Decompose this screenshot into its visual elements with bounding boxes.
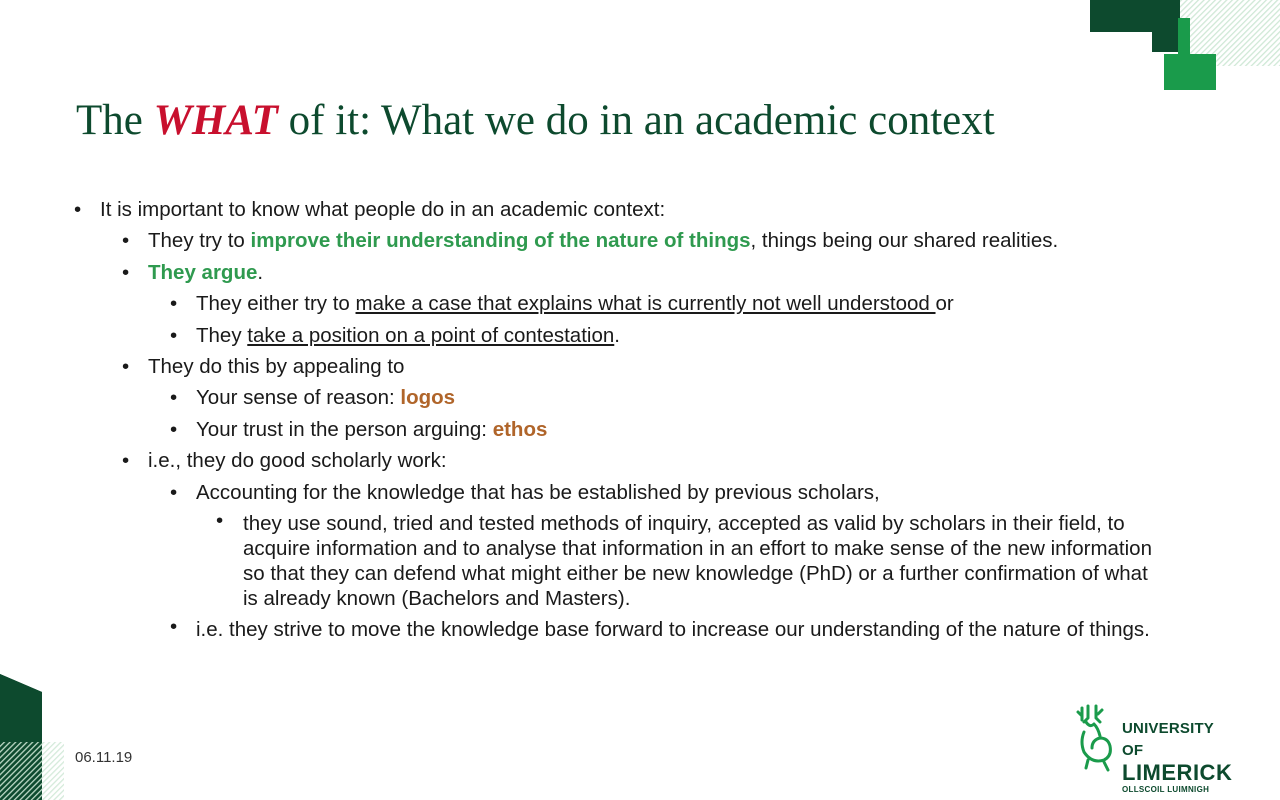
bullet-item: • Accounting for the knowledge that has be established by previous scholars, (0, 477, 1280, 508)
bullet-icon: • (122, 355, 130, 379)
slide-title (76, 96, 995, 145)
bullet-item: • They do this by appealing to (0, 351, 1280, 382)
bullet-icon: • (170, 292, 178, 316)
green-highlight: improve their understanding of the nature of things (250, 229, 751, 253)
university-logo (1074, 702, 1234, 794)
bullet-icon: • (170, 615, 178, 639)
bullet-item: • Your sense of reason: logos (0, 382, 1280, 413)
bullet-item: • They argue. (0, 257, 1280, 288)
bullet-item: • they use sound, tried and tested methods of inquiry, accepted as valid by scholars in their field, to acquire information and to analyse that information in an effort to make sense of the new information so that they can defend what might either be new knowledge (PhD) or a further confirmation of what is already known (Bachelors and Masters). (216, 509, 1152, 611)
underlined-text: take a position on a point of contestation (247, 323, 615, 347)
bullet-icon: • (74, 198, 82, 221)
title-prefix: The (76, 97, 154, 144)
logo-line-1: UNIVERSITY OF (1122, 720, 1214, 759)
logo-wordmark (1122, 702, 1234, 796)
bottom-left-decoration (0, 672, 70, 800)
bullet-item: • They either try to make a case that explains what is currently not well understood or (0, 288, 1280, 319)
logo-line-3: OLLSCOIL LUIMNIGH (1122, 785, 1210, 794)
bullet-item: • They try to improve their understanding of the nature of things, things being our shared realities. (0, 225, 1280, 256)
orange-highlight: ethos (492, 417, 548, 441)
bullet-item: • It is important to know what people do in an academic context: (0, 194, 1280, 225)
bullet-icon: • (216, 509, 224, 533)
bullet-item: • They take a position on a point of contestation. (0, 320, 1280, 351)
logo-line-2: LIMERICK (1122, 760, 1233, 785)
title-emphasis: WHAT (153, 97, 278, 144)
bullet-icon: • (170, 386, 178, 410)
bullet-item: • Your trust in the person arguing: ethos (0, 414, 1280, 445)
green-highlight: They argue (148, 260, 258, 284)
title-suffix: of it: What we do in an academic context (277, 97, 995, 144)
bullet-icon: • (170, 480, 178, 504)
bullet-item: • i.e. they strive to move the knowledge base forward to increase our understanding of the nature of things. (170, 615, 1150, 642)
bullet-icon: • (170, 417, 178, 441)
bullet-icon: • (122, 229, 130, 253)
bullet-icon: • (122, 260, 130, 284)
slide-date: 06.11.19 (75, 749, 133, 766)
bullet-icon: • (170, 323, 178, 347)
orange-highlight: logos (400, 386, 456, 410)
underlined-text: make a case that explains what is currently not well understood (355, 292, 936, 316)
bullet-list (0, 194, 1280, 642)
bullet-icon: • (122, 449, 130, 473)
top-right-decoration (1090, 0, 1280, 92)
stag-crest-icon (1074, 702, 1118, 772)
bullet-item: • i.e., they do good scholarly work: (0, 445, 1280, 476)
